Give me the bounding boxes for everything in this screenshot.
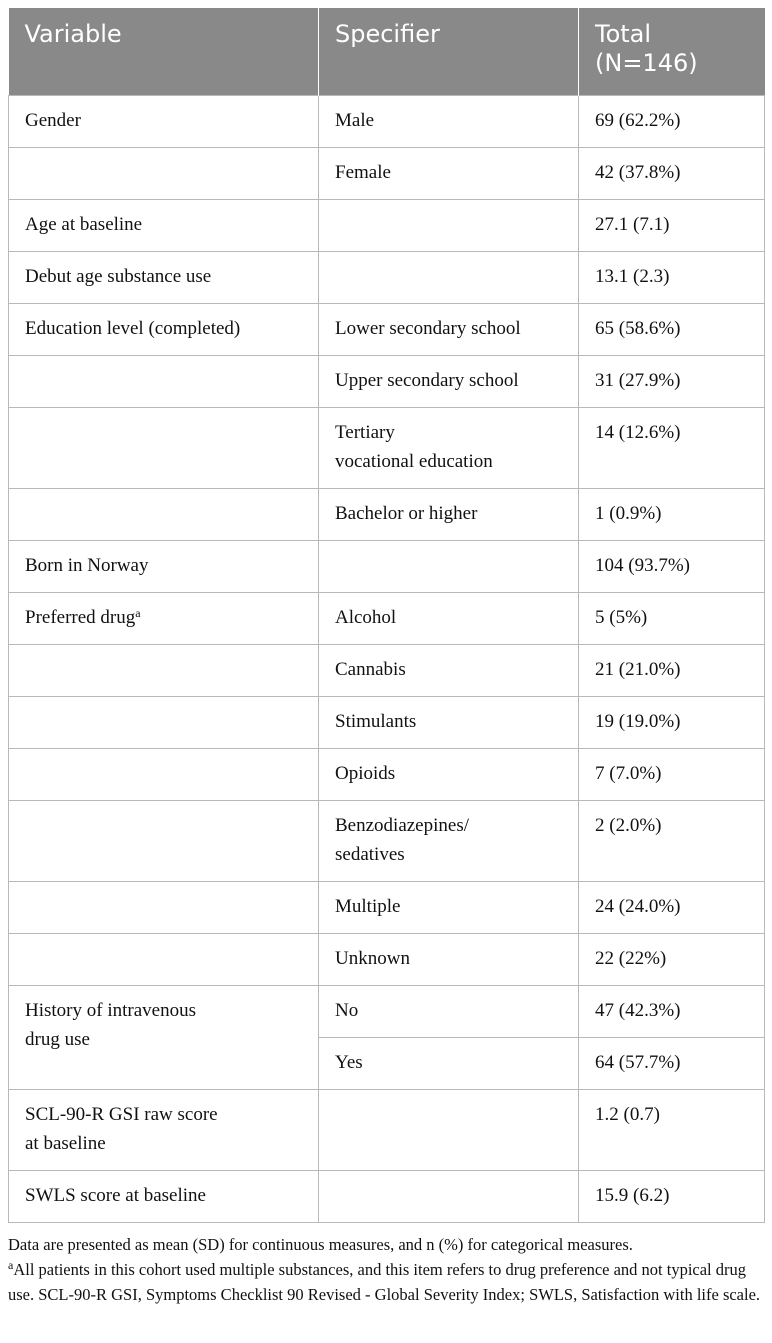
cell-specifier: Unknown	[319, 933, 579, 985]
cell-specifier: Male	[319, 95, 579, 147]
cell-specifier: Multiple	[319, 881, 579, 933]
table-row	[9, 407, 765, 488]
table-row	[9, 147, 765, 199]
cell-total: 5 (5%)	[579, 592, 765, 644]
cell-specifier: Female	[319, 147, 579, 199]
cell-variable	[9, 881, 319, 933]
cell-variable	[9, 1089, 319, 1170]
header-row	[9, 8, 765, 95]
cell-total: 104 (93.7%)	[579, 540, 765, 592]
header-total-line1: Total	[595, 20, 652, 48]
cell-variable: Education level (completed)	[9, 303, 319, 355]
cell-variable: Debut age substance use	[9, 251, 319, 303]
table-row	[9, 540, 765, 592]
table-row	[9, 696, 765, 748]
table-row	[9, 1170, 765, 1222]
cell-total: 47 (42.3%)	[579, 985, 765, 1037]
cell-specifier	[319, 407, 579, 488]
cell-specifier: Yes	[319, 1037, 579, 1089]
cell-specifier	[319, 251, 579, 303]
cell-variable	[9, 800, 319, 881]
table-row	[9, 251, 765, 303]
header-total	[579, 8, 765, 95]
cell-total: 1 (0.9%)	[579, 488, 765, 540]
cell-specifier-line: Tertiary	[335, 421, 395, 443]
cell-total: 69 (62.2%)	[579, 95, 765, 147]
footnote-ref: a	[135, 605, 141, 620]
cell-specifier	[319, 199, 579, 251]
cell-variable: Gender	[9, 95, 319, 147]
cell-specifier: Stimulants	[319, 696, 579, 748]
table-row	[9, 95, 765, 147]
footnote-line1: Data are presented as mean (SD) for continuous measures, and n (%) for categorical measures.	[8, 1234, 633, 1254]
table-row	[9, 933, 765, 985]
demographics-table	[8, 8, 765, 1223]
cell-specifier: Opioids	[319, 748, 579, 800]
cell-total: 1.2 (0.7)	[579, 1089, 765, 1170]
cell-variable	[9, 488, 319, 540]
cell-specifier: Lower secondary school	[319, 303, 579, 355]
cell-total: 13.1 (2.3)	[579, 251, 765, 303]
table-row	[9, 800, 765, 881]
table-row	[9, 644, 765, 696]
cell-specifier	[319, 1170, 579, 1222]
cell-total: 42 (37.8%)	[579, 147, 765, 199]
cell-variable-text: Preferred drug	[25, 606, 136, 628]
cell-total: 14 (12.6%)	[579, 407, 765, 488]
cell-total: 21 (21.0%)	[579, 644, 765, 696]
header-total-line2: (N=146)	[595, 49, 698, 77]
cell-total: 64 (57.7%)	[579, 1037, 765, 1089]
cell-specifier: No	[319, 985, 579, 1037]
table-row	[9, 303, 765, 355]
cell-variable: Born in Norway	[9, 540, 319, 592]
cell-specifier-line: sedatives	[335, 843, 405, 865]
cell-variable	[9, 355, 319, 407]
cell-specifier: Bachelor or higher	[319, 488, 579, 540]
cell-variable	[9, 748, 319, 800]
header-specifier: Specifier	[319, 8, 579, 95]
cell-variable-line: History of intravenous	[25, 999, 196, 1021]
cell-total: 19 (19.0%)	[579, 696, 765, 748]
cell-variable	[9, 933, 319, 985]
table-row	[9, 1089, 765, 1170]
cell-variable	[9, 592, 319, 644]
cell-specifier	[319, 1089, 579, 1170]
cell-specifier	[319, 800, 579, 881]
table-row	[9, 199, 765, 251]
cell-specifier: Cannabis	[319, 644, 579, 696]
header-variable: Variable	[9, 8, 319, 95]
table-row	[9, 355, 765, 407]
table-row	[9, 592, 765, 644]
cell-total: 7 (7.0%)	[579, 748, 765, 800]
cell-variable: Age at baseline	[9, 199, 319, 251]
footnote-text: All patients in this cohort used multiple substances, and this item refers to drug preference and not typical drug use. SCL-90-R GSI, Symptoms Checklist 90 Revised - Global Severity Index; SWLS, Satisfaction with life scale.	[8, 1259, 761, 1304]
cell-specifier: Alcohol	[319, 592, 579, 644]
cell-specifier-line: Benzodiazepines/	[335, 814, 470, 836]
table-row	[9, 881, 765, 933]
cell-variable-line: SCL-90-R GSI raw score	[25, 1103, 218, 1125]
cell-specifier	[319, 540, 579, 592]
cell-variable-line: at baseline	[25, 1132, 106, 1154]
table-footnote	[8, 1232, 764, 1307]
cell-total: 31 (27.9%)	[579, 355, 765, 407]
cell-variable	[9, 696, 319, 748]
cell-variable	[9, 985, 319, 1089]
table-container	[8, 8, 764, 1307]
footnote-marker: a	[8, 1257, 14, 1272]
table-row	[9, 985, 765, 1037]
cell-specifier: Upper secondary school	[319, 355, 579, 407]
cell-variable	[9, 407, 319, 488]
table-body	[9, 95, 765, 1222]
cell-total: 27.1 (7.1)	[579, 199, 765, 251]
cell-total: 65 (58.6%)	[579, 303, 765, 355]
cell-variable	[9, 147, 319, 199]
cell-total: 2 (2.0%)	[579, 800, 765, 881]
cell-variable: SWLS score at baseline	[9, 1170, 319, 1222]
table-row	[9, 748, 765, 800]
cell-variable	[9, 644, 319, 696]
footnote-line2	[8, 1257, 764, 1307]
cell-total: 24 (24.0%)	[579, 881, 765, 933]
cell-specifier-line: vocational education	[335, 450, 493, 472]
cell-total: 15.9 (6.2)	[579, 1170, 765, 1222]
cell-total: 22 (22%)	[579, 933, 765, 985]
cell-variable-line: drug use	[25, 1028, 90, 1050]
table-row	[9, 488, 765, 540]
